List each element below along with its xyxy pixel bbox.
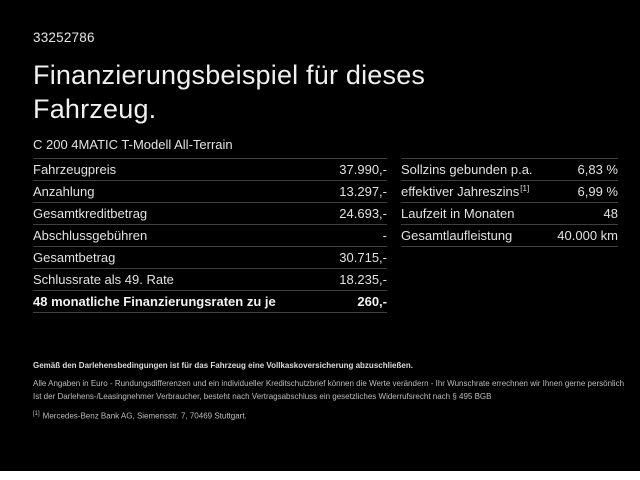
fine-print-section [33, 361, 630, 421]
row-value: 6,83 % [577, 162, 618, 177]
insurance-note: Gemäß den Darlehensbedingungen ist für das Fahrzeug eine Vollkaskoversicherung abzuschließen. [33, 361, 413, 370]
financing-tables [33, 158, 618, 313]
row-label: Laufzeit in Monaten [401, 206, 515, 221]
row-value: 13.297,- [339, 184, 387, 199]
row-value: 18.235,- [339, 272, 387, 287]
row-label: Abschlussgebühren [33, 228, 148, 243]
table-row [33, 203, 387, 225]
disclaimer-line: Alle Angaben in Euro - Rundungsdifferenzen und ein individueller Kreditschutzbrief können die Werte verändern - Ihr Wunschrate errechnen wir Ihnen gerne persönlich [33, 379, 625, 388]
table-row [33, 181, 387, 203]
row-value: 37.990,- [339, 162, 387, 177]
table-row [401, 225, 618, 247]
row-label: Gesamtbetrag [33, 250, 116, 265]
row-label: effektiver Jahreszins[1] [401, 183, 530, 199]
footnote-marker: [1] [33, 411, 40, 417]
row-label: Schlussrate als 49. Rate [33, 272, 174, 287]
offer-reference-number: 33252786 [33, 30, 95, 45]
table-row [33, 269, 387, 291]
row-label: Anzahlung [33, 184, 95, 199]
row-label: Fahrzeugpreis [33, 162, 117, 177]
table-row [401, 181, 618, 203]
page-title: Finanzierungsbeispiel für dieses Fahrzeug. [33, 60, 426, 124]
row-label: Gesamtlaufleistung [401, 228, 513, 243]
row-value: 260,- [357, 294, 387, 309]
vehicle-model-name: C 200 4MATIC T-Modell All-Terrain [33, 137, 233, 152]
table-row [401, 159, 618, 181]
row-label: Gesamtkreditbetrag [33, 206, 148, 221]
row-value: 40.000 km [557, 228, 618, 243]
finance-table [33, 158, 387, 313]
bank-footnote [33, 411, 630, 421]
table-row [33, 247, 387, 269]
row-value: 6,99 % [577, 184, 618, 199]
content-area [33, 30, 618, 313]
terms-table [401, 158, 618, 247]
footnote-text: Mercedes-Benz Bank AG, Siemensstr. 7, 70469 Stuttgart. [42, 411, 247, 421]
table-row [33, 159, 387, 181]
table-row [401, 203, 618, 225]
row-value: - [382, 228, 387, 243]
table-row [33, 291, 387, 313]
row-value: 30.715,- [339, 250, 387, 265]
disclaimer-line: Ist der Darlehens-/Leasingnehmer Verbraucher, besteht nach Vertragsabschluss ein gesetzliches Widerrufsrecht nach § 495 BGB [33, 392, 492, 401]
footnote-marker: [1] [520, 183, 530, 193]
row-label: Sollzins gebunden p.a. [401, 162, 533, 177]
table-row [33, 225, 387, 247]
row-value: 24.693,- [339, 206, 387, 221]
row-label: 48 monatliche Finanzierungsraten zu je [33, 294, 276, 309]
bottom-white-bar [0, 471, 640, 480]
row-value: 48 [603, 206, 618, 221]
